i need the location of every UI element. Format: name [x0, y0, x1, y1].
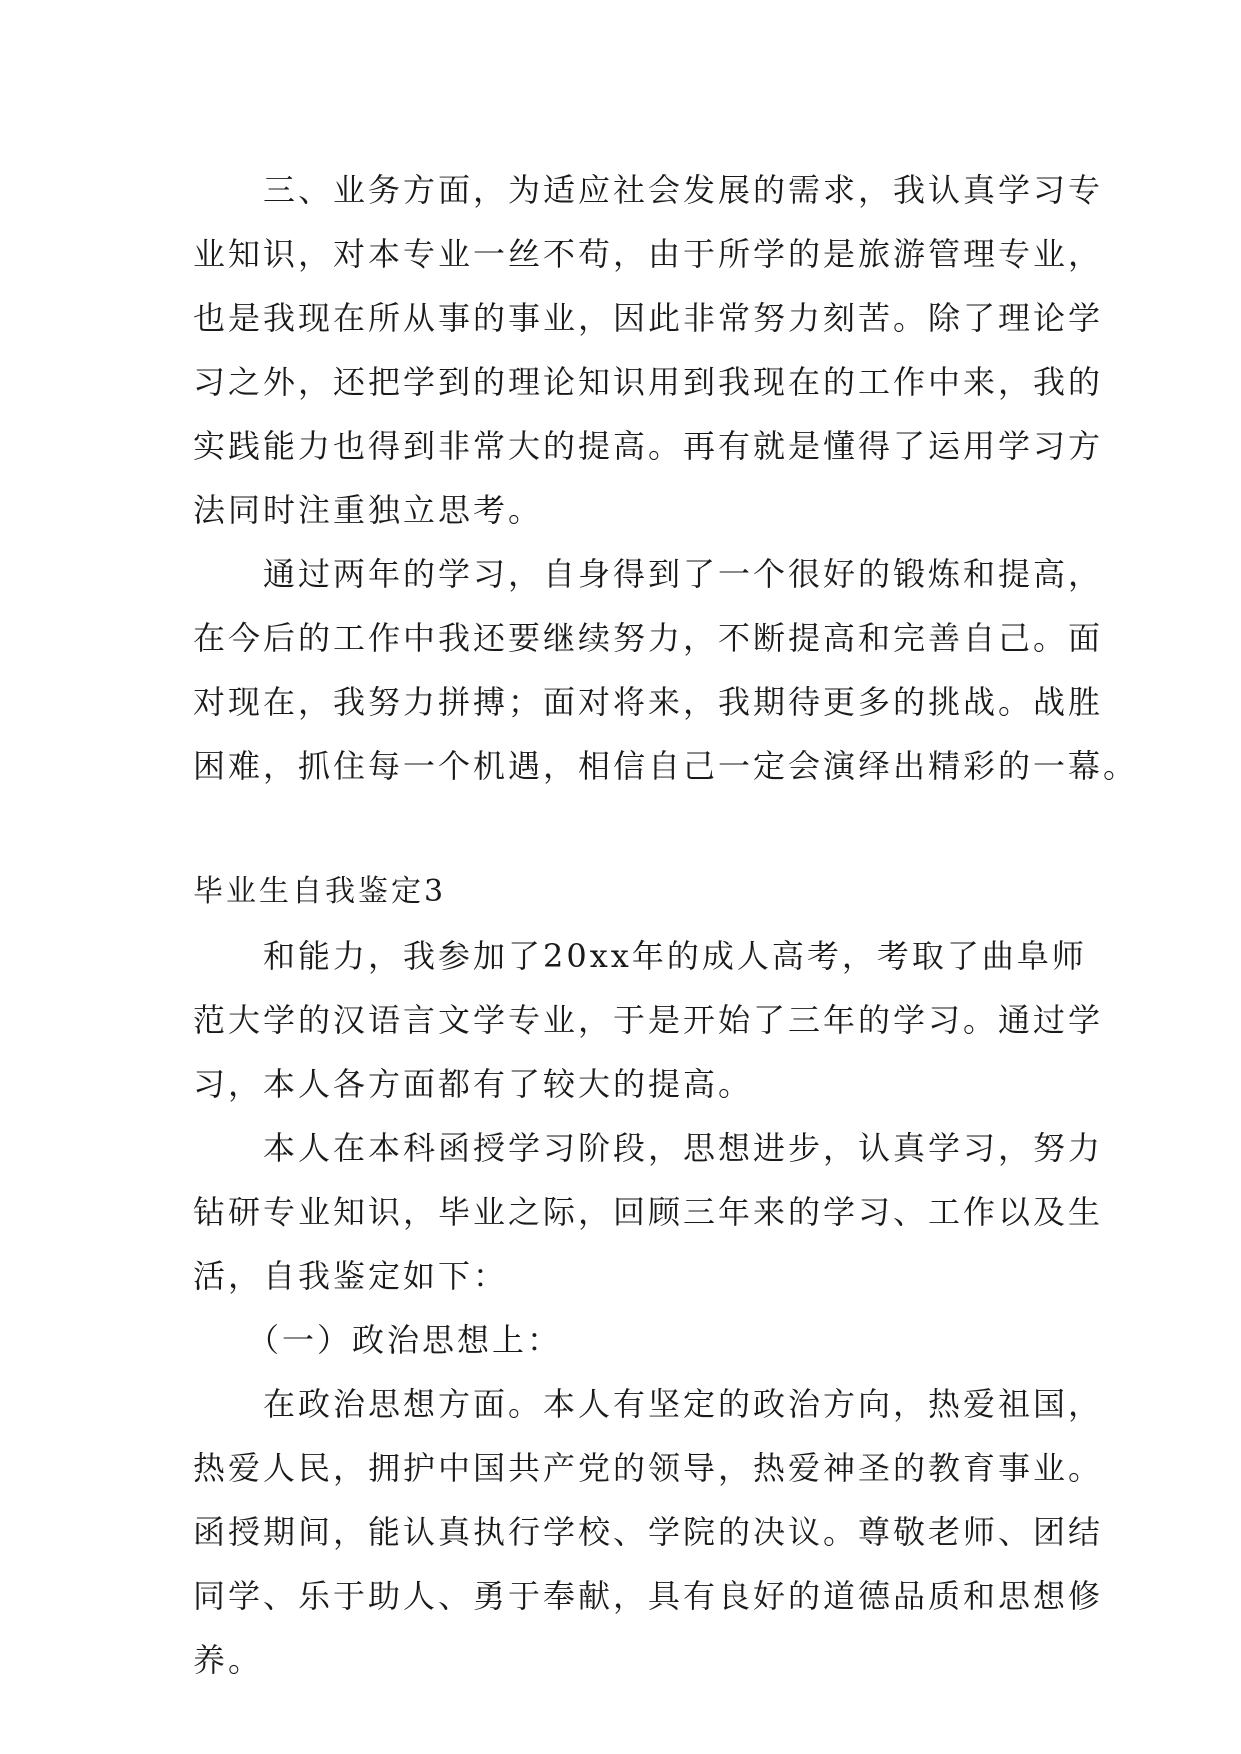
text-line: 函授期间，能认真执行学校、学院的决议。尊敬老师、团结 — [193, 1513, 1104, 1551]
text-line: 范大学的汉语言文学专业，于是开始了三年的学习。通过学 — [193, 1001, 1104, 1039]
paragraph-self-evaluation — [193, 1116, 1104, 1308]
text-line: 活，自我鉴定如下： — [193, 1257, 509, 1295]
paragraph-business — [193, 158, 1104, 542]
text-line: 热爱人民，拥护中国共产党的领导，热爱神圣的教育事业。 — [193, 1449, 1104, 1487]
text-line: 实践能力也得到非常大的提高。再有就是懂得了运用学习方 — [193, 427, 1104, 465]
section-spacer — [193, 798, 1051, 860]
text-line: 习，本人各方面都有了较大的提高。 — [193, 1065, 754, 1103]
text-line: 和能力，我参加了20xx年的成人高考，考取了曲阜师 — [193, 937, 1087, 975]
document-body — [193, 158, 1139, 1692]
text-line: 本人在本科函授学习阶段，思想进步，认真学习，努力 — [193, 1129, 1104, 1167]
section-heading: 毕业生自我鉴定3 — [193, 874, 447, 909]
text-line: 在今后的工作中我还要继续努力，不断提高和完善自己。面 — [193, 619, 1104, 657]
text-line: 在政治思想方面。本人有坚定的政治方向，热爱祖国， — [193, 1385, 1104, 1423]
text-line: 习之外，还把学到的理论知识用到我现在的工作中来，我的 — [193, 363, 1104, 401]
paragraph-summary — [193, 542, 1139, 798]
text-line: 三、业务方面，为适应社会发展的需求，我认真学习专 — [193, 171, 1104, 209]
text-line: 也是我现在所从事的事业，因此非常努力刻苦。除了理论学 — [193, 299, 1104, 337]
paragraph-intro — [193, 924, 1104, 1116]
text-line: 养。 — [193, 1641, 264, 1679]
text-line: 钻研专业知识，毕业之际，回顾三年来的学习、工作以及生 — [193, 1193, 1104, 1231]
paragraph-politics — [193, 1372, 1104, 1692]
text-line: 业知识，对本专业一丝不苟，由于所学的是旅游管理专业， — [193, 235, 1104, 273]
text-line: 困难，抓住每一个机遇，相信自己一定会演绎出精彩的一幕。 — [193, 747, 1139, 785]
subheading-politics: （一）政治思想上： — [193, 1321, 563, 1359]
text-line: 通过两年的学习，自身得到了一个很好的锻炼和提高， — [193, 555, 1104, 593]
text-line: 同学、乐于助人、勇于奉献，具有良好的道德品质和思想修 — [193, 1577, 1104, 1615]
text-line: 法同时注重独立思考。 — [193, 491, 544, 529]
text-line: 对现在，我努力拼搏；面对将来，我期待更多的挑战。战胜 — [193, 683, 1104, 721]
